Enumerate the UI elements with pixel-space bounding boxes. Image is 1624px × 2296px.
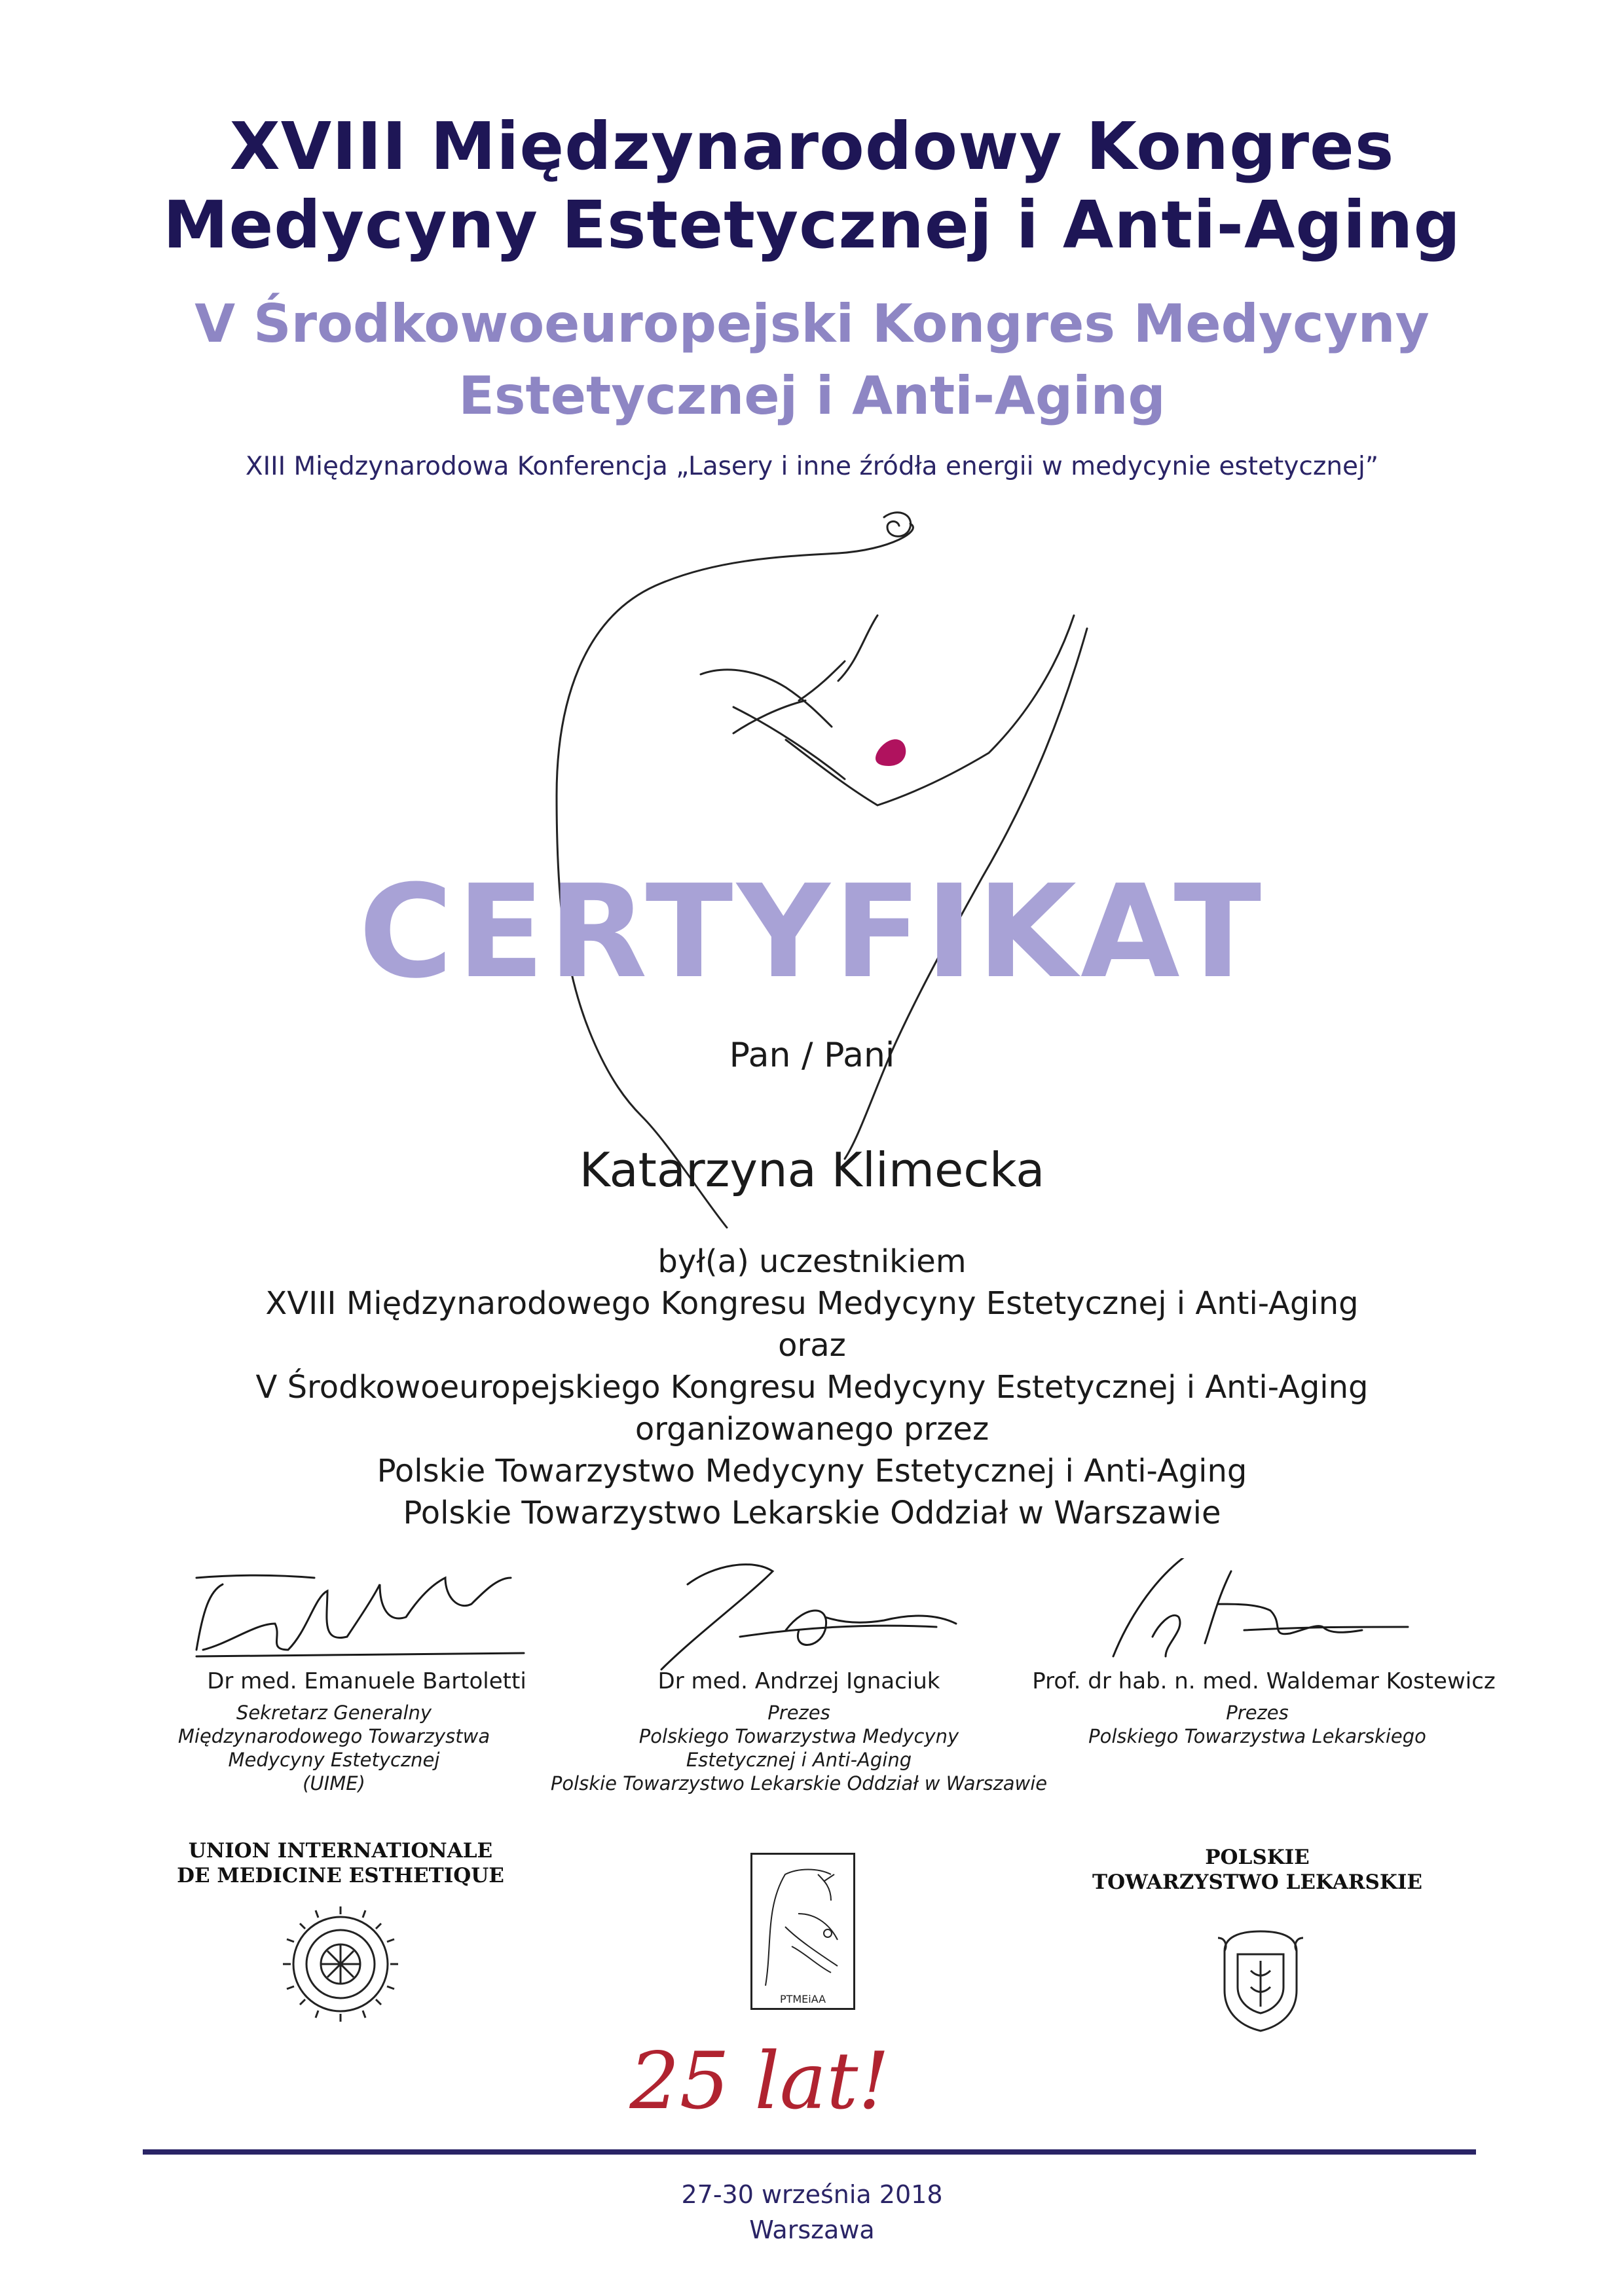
title-line-2: Medycyny Estetycznej i Anti-Aging xyxy=(162,187,1462,263)
salutation: Pan / Pani xyxy=(729,1036,895,1075)
body-line: był(a) uczestnikiem xyxy=(657,1243,967,1280)
signatory-2-name: Dr med. Andrzej Ignaciuk xyxy=(657,1668,940,1694)
ptmeiaa-caption: PTMEiAA xyxy=(779,1993,826,2005)
anniversary-text: 25 lat! xyxy=(629,2036,890,2127)
certificate-heading: CERTYFIKAT xyxy=(358,858,1266,1007)
body-line: oraz xyxy=(778,1327,846,1364)
footer-rule xyxy=(143,2149,1476,2155)
ptl-crest xyxy=(1211,1925,1310,2036)
body-line: XVIII Międzynarodowego Kongresu Medycyny Estetycznej i Anti-Aging xyxy=(265,1285,1359,1322)
org-line: DE MEDICINE ESTHETIQUE xyxy=(177,1864,504,1887)
signatory-1-name: Dr med. Emanuele Bartoletti xyxy=(207,1668,526,1694)
recipient-name: Katarzyna Klimecka xyxy=(579,1142,1045,1197)
org-line: TOWARZYSTWO LEKARSKIE xyxy=(1092,1870,1422,1894)
role-line: Medycyny Estetycznej xyxy=(228,1749,440,1771)
uime-seal xyxy=(275,1899,406,2030)
org-line: UNION INTERNATIONALE xyxy=(188,1839,493,1863)
signatory-3-role xyxy=(1061,1701,1454,1748)
org-line: POLSKIE xyxy=(1205,1846,1310,1869)
signatory-2-role xyxy=(537,1701,1061,1795)
body-text xyxy=(0,1241,1624,1534)
role-line: Polskie Towarzystwo Lekarskie Oddział w Warszawie xyxy=(550,1772,1048,1795)
role-line: (UIME) xyxy=(303,1772,365,1795)
signatory-3-name: Prof. dr hab. n. med. Waldemar Kostewicz xyxy=(1032,1668,1496,1694)
role-line: Polskiego Towarzystwa Medycyny xyxy=(638,1725,959,1747)
subtitle-line-2: Estetycznej i Anti-Aging xyxy=(458,365,1166,426)
role-line: Prezes xyxy=(767,1702,830,1724)
body-line: Polskie Towarzystwo Medycyny Estetycznej i Anti-Aging xyxy=(377,1453,1247,1489)
role-line: Międzynarodowego Towarzystwa xyxy=(177,1725,490,1747)
uime-name xyxy=(170,1838,511,1888)
footer-dates: 27-30 września 2018 xyxy=(681,2180,943,2209)
conference-line: XIII Międzynarodowa Konferencja „Lasery i inne źródła energii w medycynie estetycznej” xyxy=(245,452,1379,481)
ptl-name xyxy=(1087,1845,1428,1895)
role-line: Prezes xyxy=(1226,1702,1289,1724)
subtitle-line-1: V Środkowoeuropejski Kongres Medycyny xyxy=(194,293,1430,354)
body-line: organizowanego przez xyxy=(635,1411,989,1448)
lips-accent xyxy=(876,739,906,766)
role-line: Estetycznej i Anti-Aging xyxy=(686,1749,912,1771)
role-line: Polskiego Towarzystwa Lekarskiego xyxy=(1088,1725,1426,1747)
role-line: Sekretarz Generalny xyxy=(236,1702,432,1724)
ptmeiaa-logo-drawing xyxy=(752,1855,853,1989)
body-line: Polskie Towarzystwo Lekarskie Oddział w Warszawie xyxy=(403,1495,1221,1531)
signatory-1-role xyxy=(151,1701,517,1795)
body-line: V Środkowoeuropejskiego Kongresu Medycyny Estetycznej i Anti-Aging xyxy=(255,1369,1369,1406)
title-line-1: XVIII Międzynarodowy Kongres xyxy=(229,108,1395,185)
ptmeiaa-logo xyxy=(750,1853,855,2010)
footer-city: Warszawa xyxy=(749,2215,875,2244)
